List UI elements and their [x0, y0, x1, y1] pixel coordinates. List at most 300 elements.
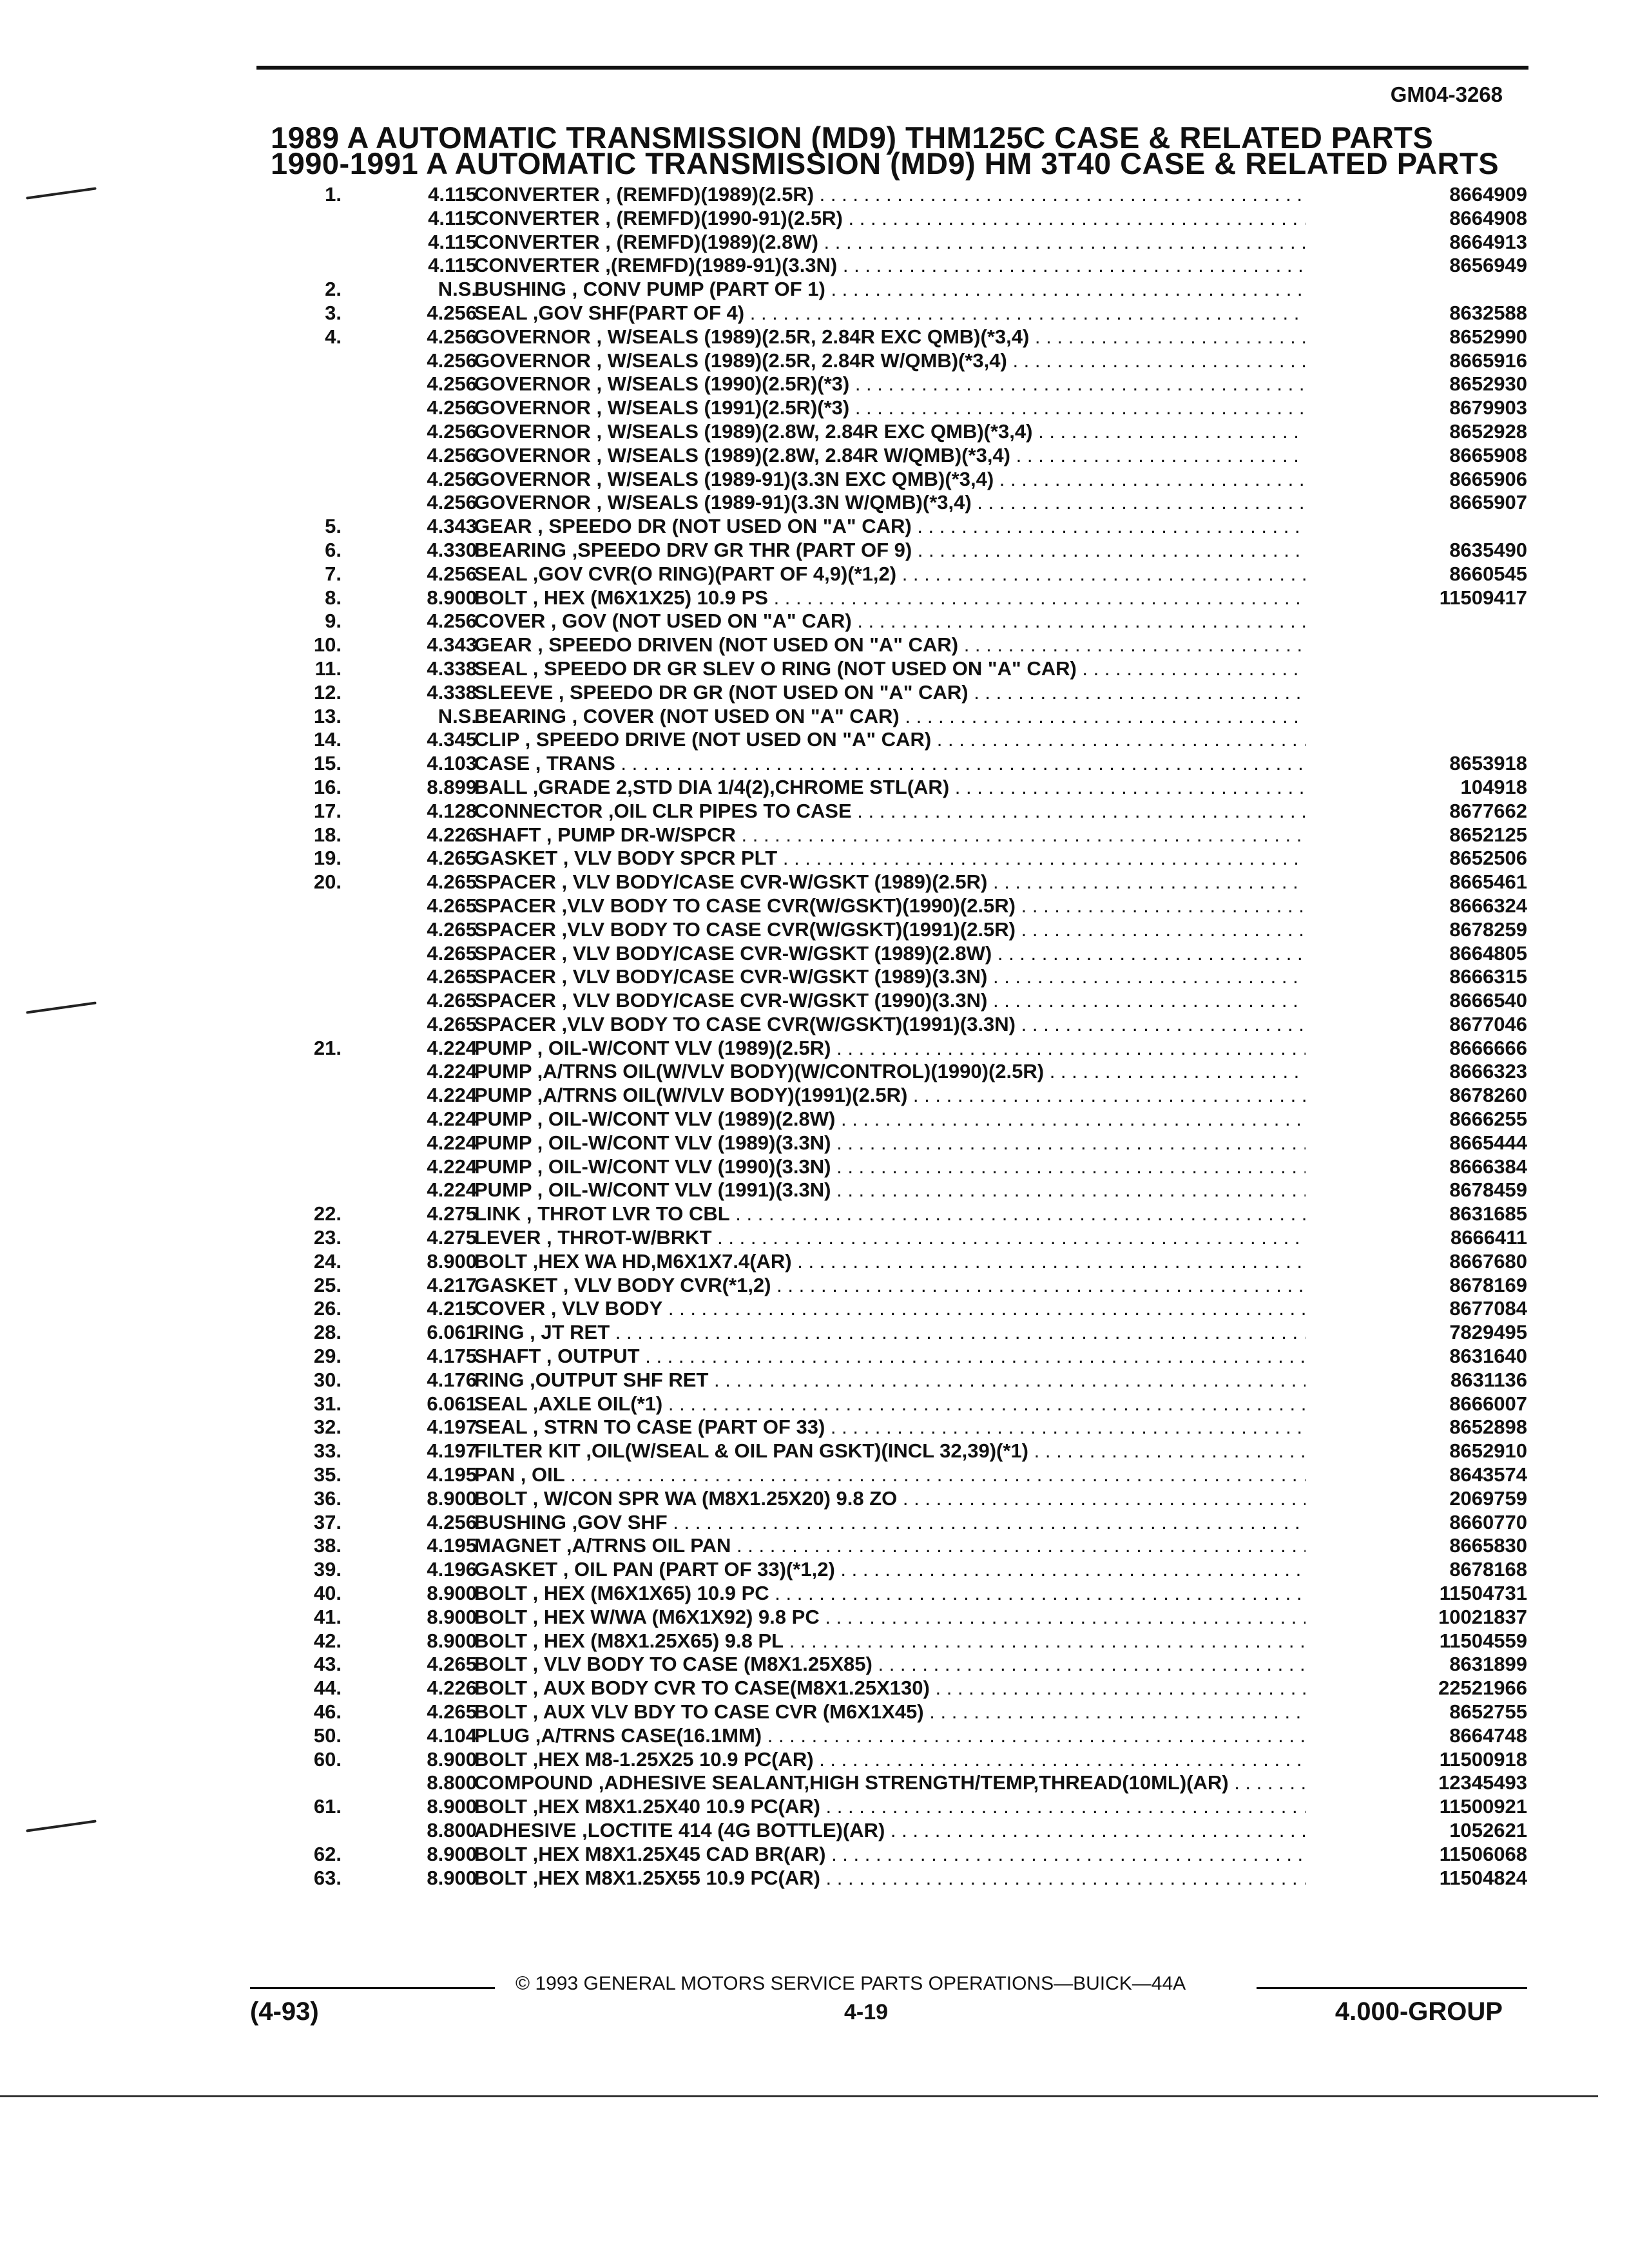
table-row — [258, 1297, 1527, 1321]
part-description: GOVERNOR , W/SEALS (1991)(2.5R)(*3) . . . — [474, 396, 1306, 420]
part-number: 8666007 — [1449, 1392, 1527, 1415]
part-number: 8635490 — [1449, 538, 1527, 561]
parts-table — [258, 183, 1527, 1890]
part-description: GEAR , SPEEDO DR (NOT USED ON "A" CAR) . . . — [474, 515, 1306, 539]
table-row — [258, 1558, 1527, 1582]
group-number: 4.197 — [427, 1416, 477, 1439]
ref-number: 39. — [313, 1558, 342, 1581]
table-row — [258, 1226, 1527, 1250]
part-description: CLIP , SPEEDO DRIVE (NOT USED ON "A" CAR) . . . — [474, 728, 1306, 752]
ref-number: 26. — [313, 1297, 342, 1320]
part-description: BOLT ,HEX M8X1.25X55 10.9 PC(AR) . . . — [474, 1867, 1306, 1890]
group-number: 4.256 — [427, 562, 477, 585]
group-number: 4.343 — [427, 633, 477, 657]
part-number: 11500921 — [1439, 1795, 1527, 1818]
part-number: 8679903 — [1449, 396, 1527, 419]
part-number: 8664909 — [1449, 183, 1527, 206]
table-row — [258, 1511, 1527, 1535]
part-description: SEAL , STRN TO CASE (PART OF 33) . . . — [474, 1416, 1306, 1439]
group-number: 4.256 — [427, 325, 477, 348]
table-row — [258, 1013, 1527, 1037]
table-row — [258, 586, 1527, 610]
table-row — [258, 1843, 1527, 1867]
ref-number: 12. — [313, 680, 342, 704]
group-number: 4.256 — [427, 301, 477, 324]
table-row — [258, 1345, 1527, 1369]
part-description: RING , JT RET . . . — [474, 1321, 1306, 1345]
part-number: 8652990 — [1449, 325, 1527, 348]
part-description: SPACER ,VLV BODY TO CASE CVR(W/GSKT)(1990)(2.5R) . . . — [474, 894, 1306, 918]
table-row — [258, 1060, 1527, 1084]
part-number: 7829495 — [1449, 1321, 1527, 1344]
footer-date-code: (4-93) — [250, 1997, 319, 2026]
part-number: 8678260 — [1449, 1084, 1527, 1107]
part-number: 11504824 — [1439, 1866, 1527, 1889]
part-description: RING ,OUTPUT SHF RET . . . — [474, 1369, 1306, 1392]
group-number: 4.256 — [427, 467, 477, 490]
table-row — [258, 1606, 1527, 1629]
part-number: 22521966 — [1438, 1677, 1527, 1700]
table-row — [258, 562, 1527, 586]
group-number: 4.256 — [427, 610, 477, 633]
group-number: 4.265 — [427, 941, 477, 965]
part-description: COMPOUND ,ADHESIVE SEALANT,HIGH STRENGTH/TEMP,THREAD(10ML)(AR) . . . — [474, 1771, 1306, 1795]
group-number: 8.900 — [427, 1249, 477, 1273]
table-row — [258, 1819, 1527, 1843]
part-description: BOLT , AUX VLV BDY TO CASE CVR (M6X1X45) . . . — [474, 1700, 1306, 1724]
table-row — [258, 965, 1527, 989]
ref-number: 30. — [313, 1368, 342, 1391]
part-description: CASE , TRANS . . . — [474, 752, 1306, 776]
footer-rule-left — [250, 1987, 495, 1989]
part-description: PUMP , OIL-W/CONT VLV (1991)(3.3N) . . . — [474, 1178, 1306, 1202]
table-row — [258, 1369, 1527, 1392]
part-number: 8678259 — [1449, 918, 1527, 941]
part-description: PLUG ,A/TRNS CASE(16.1MM) . . . — [474, 1724, 1306, 1748]
group-number: 4.217 — [427, 1273, 477, 1296]
part-number: 8631685 — [1449, 1202, 1527, 1225]
group-number: 4.115 — [428, 254, 477, 277]
group-number: 4.265 — [427, 918, 477, 941]
group-number: 4.224 — [427, 1131, 477, 1154]
part-description: SPACER , VLV BODY/CASE CVR-W/GSKT (1989)(3.3N) . . . — [474, 965, 1306, 989]
table-row — [258, 1321, 1527, 1345]
footer-rule-right — [1257, 1987, 1527, 1989]
ref-number: 38. — [313, 1534, 342, 1557]
ref-number: 3. — [325, 301, 342, 324]
ref-number: 28. — [313, 1321, 342, 1344]
group-number: 4.115 — [428, 183, 477, 206]
group-number: 4.224 — [427, 1084, 477, 1107]
part-number: 8664748 — [1449, 1724, 1527, 1747]
part-description: SPACER , VLV BODY/CASE CVR-W/GSKT (1989)(2.5R) . . . — [474, 870, 1306, 894]
part-description: BALL ,GRADE 2,STD DIA 1/4(2),CHROME STL(AR) . . . — [474, 776, 1306, 800]
ref-number: 22. — [313, 1202, 342, 1225]
part-number: 8631640 — [1449, 1345, 1527, 1368]
part-number: 8664908 — [1449, 206, 1527, 229]
part-description: BOLT , W/CON SPR WA (M8X1.25X20) 9.8 ZO . . . — [474, 1487, 1306, 1511]
part-description: PUMP , OIL-W/CONT VLV (1989)(2.5R) . . . — [474, 1037, 1306, 1061]
ref-number: 2. — [325, 278, 342, 301]
ref-number: 43. — [313, 1653, 342, 1676]
table-row — [258, 372, 1527, 396]
ref-number: 42. — [313, 1629, 342, 1652]
ref-number: 18. — [313, 823, 342, 846]
part-description: GOVERNOR , W/SEALS (1989)(2.5R, 2.84R W/QMB)(*3,4) . . . — [474, 349, 1306, 373]
group-number: 4.256 — [427, 372, 477, 396]
part-description: SEAL ,GOV SHF(PART OF 4) . . . — [474, 302, 1306, 325]
group-number: 6.061 — [427, 1321, 477, 1344]
table-row — [258, 1439, 1527, 1463]
table-row — [258, 942, 1527, 966]
table-row — [258, 1677, 1527, 1700]
table-row — [258, 800, 1527, 823]
part-description: SEAL ,GOV CVR(O RING)(PART OF 4,9)(*1,2) . . . — [474, 562, 1306, 586]
group-number: 8.900 — [427, 1582, 477, 1605]
table-row — [258, 1700, 1527, 1724]
part-number: 8666540 — [1449, 989, 1527, 1012]
ref-number: 62. — [313, 1842, 342, 1865]
group-number: 4.256 — [427, 349, 477, 372]
part-description: GOVERNOR , W/SEALS (1990)(2.5R)(*3) . . . — [474, 372, 1306, 396]
part-description: PUMP , OIL-W/CONT VLV (1989)(3.3N) . . . — [474, 1131, 1306, 1155]
ref-number: 5. — [325, 515, 342, 538]
part-number: 8666324 — [1449, 894, 1527, 917]
part-description: SPACER ,VLV BODY TO CASE CVR(W/GSKT)(1991)(2.5R) . . . — [474, 918, 1306, 942]
table-row — [258, 325, 1527, 349]
part-description: LEVER , THROT-W/BRKT . . . — [474, 1226, 1306, 1250]
group-number: 4.195 — [427, 1534, 477, 1557]
group-number: 8.900 — [427, 1866, 477, 1889]
ref-number: 4. — [325, 325, 342, 348]
part-description: SPACER , VLV BODY/CASE CVR-W/GSKT (1989)(2.8W) . . . — [474, 942, 1306, 966]
part-description: COVER , GOV (NOT USED ON "A" CAR) . . . — [474, 610, 1306, 633]
table-row — [258, 183, 1527, 207]
table-row — [258, 1392, 1527, 1416]
part-description: BOLT ,HEX M8X1.25X40 10.9 PC(AR) . . . — [474, 1795, 1306, 1819]
part-number: 8643574 — [1449, 1463, 1527, 1486]
table-row — [258, 1084, 1527, 1108]
table-row — [258, 870, 1527, 894]
part-description: MAGNET ,A/TRNS OIL PAN . . . — [474, 1534, 1306, 1558]
table-row — [258, 1748, 1527, 1772]
group-number: 4.104 — [427, 1724, 477, 1747]
table-row — [258, 1534, 1527, 1558]
part-description: SHAFT , OUTPUT . . . — [474, 1345, 1306, 1369]
group-number: 4.195 — [427, 1463, 477, 1486]
part-description: SHAFT , PUMP DR-W/SPCR . . . — [474, 823, 1306, 847]
part-description: BOLT , AUX BODY CVR TO CASE(M8X1.25X130) . . . — [474, 1677, 1306, 1700]
part-number: 8667680 — [1449, 1249, 1527, 1273]
group-number: 4.176 — [427, 1368, 477, 1391]
group-number: 4.265 — [427, 847, 477, 870]
part-number: 8665444 — [1449, 1131, 1527, 1154]
part-number: 2069759 — [1449, 1486, 1527, 1510]
part-description: PAN , OIL . . . — [474, 1463, 1306, 1487]
ref-number: 19. — [313, 847, 342, 870]
table-row — [258, 633, 1527, 657]
table-row — [258, 989, 1527, 1013]
ref-number: 44. — [313, 1677, 342, 1700]
group-number: 4.343 — [427, 515, 477, 538]
part-description: SPACER , VLV BODY/CASE CVR-W/GSKT (1990)(3.3N) . . . — [474, 989, 1306, 1013]
part-number: 8664805 — [1449, 941, 1527, 965]
part-number: 8631136 — [1451, 1368, 1527, 1391]
table-row — [258, 1629, 1527, 1653]
group-number: 4.197 — [427, 1439, 477, 1463]
ref-number: 35. — [313, 1463, 342, 1486]
table-row — [258, 776, 1527, 800]
table-row — [258, 1274, 1527, 1298]
part-number: 8666315 — [1449, 965, 1527, 988]
part-number: 8664913 — [1449, 230, 1527, 253]
group-number: 4.256 — [427, 419, 477, 443]
group-number: 4.265 — [427, 1012, 477, 1035]
group-number: 4.265 — [427, 1700, 477, 1723]
group-number: 4.224 — [427, 1060, 477, 1083]
part-number: 11504559 — [1439, 1629, 1527, 1652]
part-description: SEAL ,AXLE OIL(*1) . . . — [474, 1392, 1306, 1416]
table-row — [258, 491, 1527, 515]
part-number: 8660545 — [1449, 562, 1527, 585]
table-row — [258, 752, 1527, 776]
table-row — [258, 278, 1527, 302]
ref-number: 9. — [325, 610, 342, 633]
table-row — [258, 396, 1527, 420]
margin-mark — [26, 1001, 96, 1014]
part-description: GASKET , VLV BODY CVR(*1,2) . . . — [474, 1274, 1306, 1298]
group-number: 4.103 — [427, 752, 477, 775]
part-description: BUSHING , CONV PUMP (PART OF 1) . . . — [474, 278, 1306, 302]
part-number: 8653918 — [1449, 752, 1527, 775]
ref-number: 8. — [325, 586, 342, 609]
part-description: BOLT , VLV BODY TO CASE (M8X1.25X85) . . . — [474, 1653, 1306, 1677]
ref-number: 36. — [313, 1486, 342, 1510]
table-row — [258, 420, 1527, 444]
part-description: GOVERNOR , W/SEALS (1989)(2.8W, 2.84R EXC QMB)(*3,4) . . . — [474, 420, 1306, 444]
ref-number: 6. — [325, 538, 342, 561]
group-number: 4.224 — [427, 1178, 477, 1202]
part-description: GEAR , SPEEDO DRIVEN (NOT USED ON "A" CAR) . . . — [474, 633, 1306, 657]
ref-number: 15. — [313, 752, 342, 775]
table-row — [258, 1582, 1527, 1606]
group-number: 4.115 — [428, 230, 477, 253]
header-rule — [256, 66, 1528, 70]
table-row — [258, 1131, 1527, 1155]
table-row — [258, 1867, 1527, 1890]
ref-number: 20. — [313, 870, 342, 894]
part-number: 8665916 — [1449, 349, 1527, 372]
ref-number: 29. — [313, 1345, 342, 1368]
group-number: 4.265 — [427, 1653, 477, 1676]
table-row — [258, 823, 1527, 847]
footer-page-number: 4-19 — [844, 2000, 889, 2024]
group-number: 4.345 — [427, 728, 477, 751]
part-description: CONVERTER , (REMFD)(1990-91)(2.5R) . . . — [474, 207, 1306, 231]
ref-number: 50. — [313, 1724, 342, 1747]
table-row — [258, 1487, 1527, 1511]
ref-number: 61. — [313, 1795, 342, 1818]
part-description: ADHESIVE ,LOCTITE 414 (4G BOTTLE)(AR) . . . — [474, 1819, 1306, 1843]
group-number: 4.128 — [427, 799, 477, 822]
table-row — [258, 1108, 1527, 1131]
part-number: 8652125 — [1449, 823, 1527, 846]
table-row — [258, 918, 1527, 942]
part-number: 8678459 — [1449, 1178, 1527, 1202]
part-number: 8652928 — [1449, 419, 1527, 443]
part-number: 8652755 — [1449, 1700, 1527, 1723]
part-description: BOLT ,HEX M8-1.25X25 10.9 PC(AR) . . . — [474, 1748, 1306, 1772]
ref-number: 32. — [313, 1416, 342, 1439]
group-number: 8.900 — [427, 586, 477, 609]
table-row — [258, 231, 1527, 255]
group-number: 8.800 — [427, 1818, 477, 1841]
group-number: 8.900 — [427, 1605, 477, 1628]
part-description: BOLT , HEX (M8X1.25X65) 9.8 PL . . . — [474, 1629, 1306, 1653]
table-row — [258, 610, 1527, 633]
part-description: BUSHING ,GOV SHF . . . — [474, 1511, 1306, 1535]
group-number: 8.900 — [427, 1747, 477, 1771]
group-number: 4.338 — [427, 657, 477, 680]
margin-mark — [26, 187, 96, 199]
group-number: 4.196 — [427, 1558, 477, 1581]
part-description: CONVERTER , (REMFD)(1989)(2.5R) . . . — [474, 183, 1306, 207]
group-number: 4.265 — [427, 894, 477, 917]
part-description: SLEEVE , SPEEDO DR GR (NOT USED ON "A" CAR) . . . — [474, 681, 1306, 705]
part-number: 11500918 — [1439, 1747, 1527, 1771]
group-number: 4.275 — [427, 1226, 477, 1249]
footer-copyright: © 1993 GENERAL MOTORS SERVICE PARTS OPERATIONS—BUICK—44A — [516, 1973, 1186, 1994]
table-row — [258, 468, 1527, 492]
scan-edge-line — [0, 2095, 1598, 2097]
ref-number: 40. — [313, 1582, 342, 1605]
ref-number: 33. — [313, 1439, 342, 1463]
group-number: 8.900 — [427, 1629, 477, 1652]
part-description: PUMP , OIL-W/CONT VLV (1990)(3.3N) . . . — [474, 1155, 1306, 1179]
part-description: PUMP ,A/TRNS OIL(W/VLV BODY)(1991)(2.5R) . . . — [474, 1084, 1306, 1108]
group-number: 4.115 — [428, 206, 477, 229]
part-number: 1052621 — [1449, 1818, 1527, 1841]
part-number: 104918 — [1460, 775, 1527, 798]
ref-number: 23. — [313, 1226, 342, 1249]
part-description: FILTER KIT ,OIL(W/SEAL & OIL PAN GSKT)(INCL 32,39)(*1) . . . — [474, 1439, 1306, 1463]
group-number: 4.215 — [427, 1297, 477, 1320]
part-number: 11509417 — [1439, 586, 1527, 609]
table-row — [258, 1795, 1527, 1819]
ref-number: 21. — [313, 1036, 342, 1059]
part-description: BOLT , HEX W/WA (M6X1X92) 9.8 PC . . . — [474, 1606, 1306, 1629]
group-number: 8.899 — [427, 775, 477, 798]
table-row — [258, 1463, 1527, 1487]
document-id: GM04-3268 — [1390, 82, 1503, 106]
part-description: CONVERTER ,(REMFD)(1989-91)(3.3N) . . . — [474, 254, 1306, 278]
ref-number: 11. — [314, 657, 342, 680]
group-number: N.S. — [438, 278, 477, 301]
group-number: 4.224 — [427, 1108, 477, 1131]
table-row — [258, 728, 1527, 752]
ref-number: 17. — [313, 799, 342, 822]
part-description: COVER , VLV BODY . . . — [474, 1297, 1306, 1321]
part-description: PUMP ,A/TRNS OIL(W/VLV BODY)(W/CONTROL)(1990)(2.5R) . . . — [474, 1060, 1306, 1084]
page-title-line-1: 1989 A AUTOMATIC TRANSMISSION (MD9) THM125C CASE & RELATED PARTS — [271, 120, 1434, 155]
group-number: 4.256 — [427, 396, 477, 419]
page-title-line-2: 1990-1991 A AUTOMATIC TRANSMISSION (MD9) HM 3T40 CASE & RELATED PARTS — [271, 146, 1499, 180]
part-description: LINK , THROT LVR TO CBL . . . — [474, 1202, 1306, 1226]
part-number: 8656949 — [1449, 254, 1527, 277]
table-row — [258, 681, 1527, 705]
group-number: 4.175 — [427, 1345, 477, 1368]
group-number: 8.900 — [427, 1486, 477, 1510]
group-number: 4.226 — [427, 1677, 477, 1700]
part-number: 8678169 — [1449, 1273, 1527, 1296]
ref-number: 1. — [325, 183, 342, 206]
part-number: 8677084 — [1449, 1297, 1527, 1320]
table-row — [258, 254, 1527, 278]
group-number: 8.800 — [427, 1771, 477, 1794]
part-number: 8665830 — [1449, 1534, 1527, 1557]
group-number: 4.265 — [427, 989, 477, 1012]
ref-number: 10. — [313, 633, 342, 657]
ref-number: 31. — [313, 1392, 342, 1415]
table-row — [258, 1653, 1527, 1677]
ref-number: 41. — [313, 1605, 342, 1628]
table-row — [258, 1155, 1527, 1179]
table-row — [258, 1250, 1527, 1274]
table-row — [258, 894, 1527, 918]
table-row — [258, 1771, 1527, 1795]
part-number: 8652930 — [1449, 372, 1527, 396]
table-row — [258, 1724, 1527, 1748]
part-description: BOLT , HEX (M6X1X25) 10.9 PS . . . — [474, 586, 1306, 610]
part-description: BOLT ,HEX WA HD,M6X1X7.4(AR) . . . — [474, 1250, 1306, 1274]
part-description: CONNECTOR ,OIL CLR PIPES TO CASE . . . — [474, 800, 1306, 823]
group-number: 4.226 — [427, 823, 477, 846]
table-row — [258, 349, 1527, 373]
part-description: SPACER ,VLV BODY TO CASE CVR(W/GSKT)(1991)(3.3N) . . . — [474, 1013, 1306, 1037]
part-number: 8652910 — [1449, 1439, 1527, 1463]
table-row — [258, 515, 1527, 539]
part-description: BOLT ,HEX M8X1.25X45 CAD BR(AR) . . . — [474, 1843, 1306, 1867]
part-description: CONVERTER , (REMFD)(1989)(2.8W) . . . — [474, 231, 1306, 255]
part-description: BEARING ,SPEEDO DRV GR THR (PART OF 9) . . . — [474, 539, 1306, 562]
group-number: 4.224 — [427, 1036, 477, 1059]
part-number: 8665908 — [1449, 443, 1527, 466]
part-number: 8666411 — [1451, 1226, 1527, 1249]
ref-number: 24. — [313, 1249, 342, 1273]
ref-number: 13. — [313, 704, 342, 727]
part-number: 8666384 — [1449, 1155, 1527, 1178]
group-number: 4.265 — [427, 870, 477, 894]
table-row — [258, 302, 1527, 325]
part-number: 8666323 — [1449, 1060, 1527, 1083]
ref-number: 25. — [313, 1273, 342, 1296]
ref-number: 14. — [313, 728, 342, 751]
table-row — [258, 539, 1527, 562]
part-number: 8666255 — [1449, 1108, 1527, 1131]
group-number: 4.338 — [427, 680, 477, 704]
part-description: GOVERNOR , W/SEALS (1989-91)(3.3N W/QMB)(*3,4) . . . — [474, 491, 1306, 515]
part-number: 10021837 — [1438, 1605, 1527, 1628]
part-number: 8631899 — [1449, 1653, 1527, 1676]
part-number: 8677662 — [1449, 799, 1527, 822]
table-row — [258, 847, 1527, 870]
table-row — [258, 444, 1527, 468]
table-row — [258, 657, 1527, 681]
ref-number: 37. — [313, 1510, 342, 1533]
part-number: 8660770 — [1449, 1510, 1527, 1533]
part-number: 11504731 — [1439, 1582, 1527, 1605]
table-row — [258, 1416, 1527, 1439]
